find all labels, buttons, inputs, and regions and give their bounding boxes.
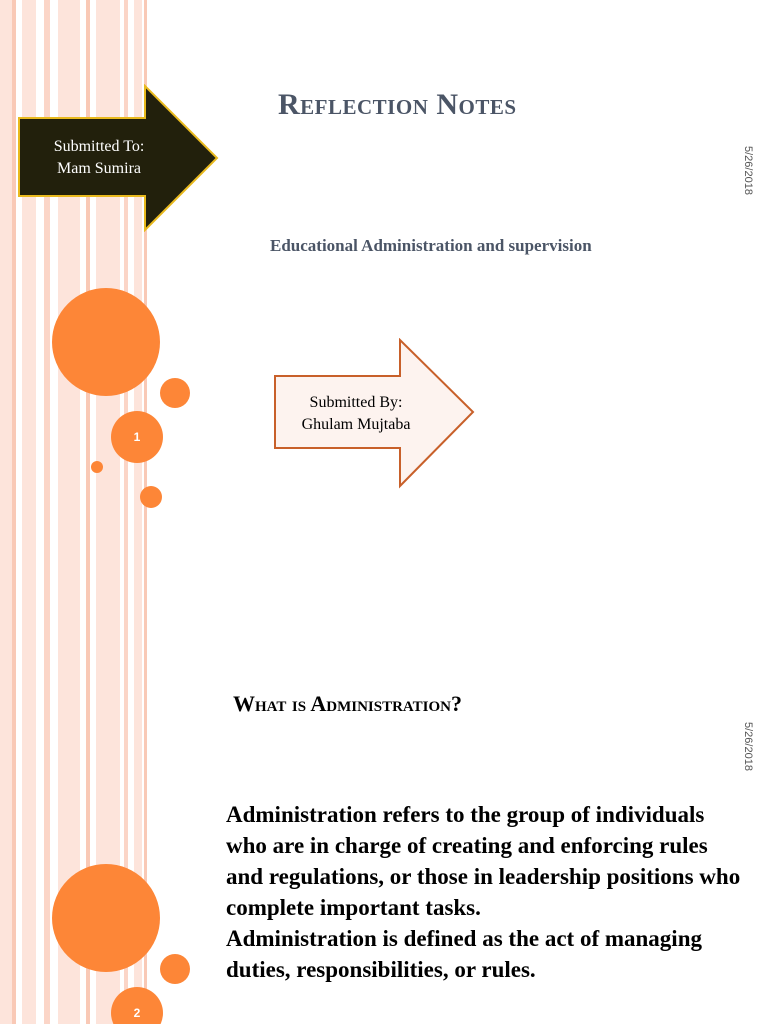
slide-2 <box>0 576 768 1024</box>
submitted-to-label <box>26 136 172 180</box>
small-circle-decoration-2 <box>140 486 162 508</box>
page-number-badge: 2 <box>111 987 163 1024</box>
submitted-by-label <box>276 392 436 436</box>
slide-date: 5/26/2018 <box>742 722 754 771</box>
small-circle-decoration <box>160 954 190 984</box>
tiny-circle-decoration <box>91 461 103 473</box>
slide-date: 5/26/2018 <box>742 146 754 195</box>
submitted-by-heading: Submitted By: <box>309 394 403 411</box>
body-paragraph-1: Administration refers to the group of individuals who are in charge of creating and enforcing rules and regulations, or those in leadership positions who complete important tasks. <box>226 802 741 920</box>
slide-title: What is Administration? <box>233 691 462 716</box>
submitted-to-heading: Submitted To: <box>53 138 145 155</box>
submitted-by-name: Ghulam Mujtaba <box>301 416 411 433</box>
large-circle-decoration <box>52 864 160 972</box>
submitted-to-name: Mam Sumira <box>57 160 141 177</box>
small-circle-decoration <box>160 378 190 408</box>
page-number-badge: 1 <box>111 411 163 463</box>
slide-subtitle: Educational Administration and supervision <box>270 236 592 255</box>
slide-body <box>226 799 746 985</box>
slide-title: Reflection Notes <box>278 88 517 121</box>
body-paragraph-2: Administration is defined as the act of managing duties, responsibilities, or rules. <box>226 926 702 982</box>
large-circle-decoration <box>52 288 160 396</box>
